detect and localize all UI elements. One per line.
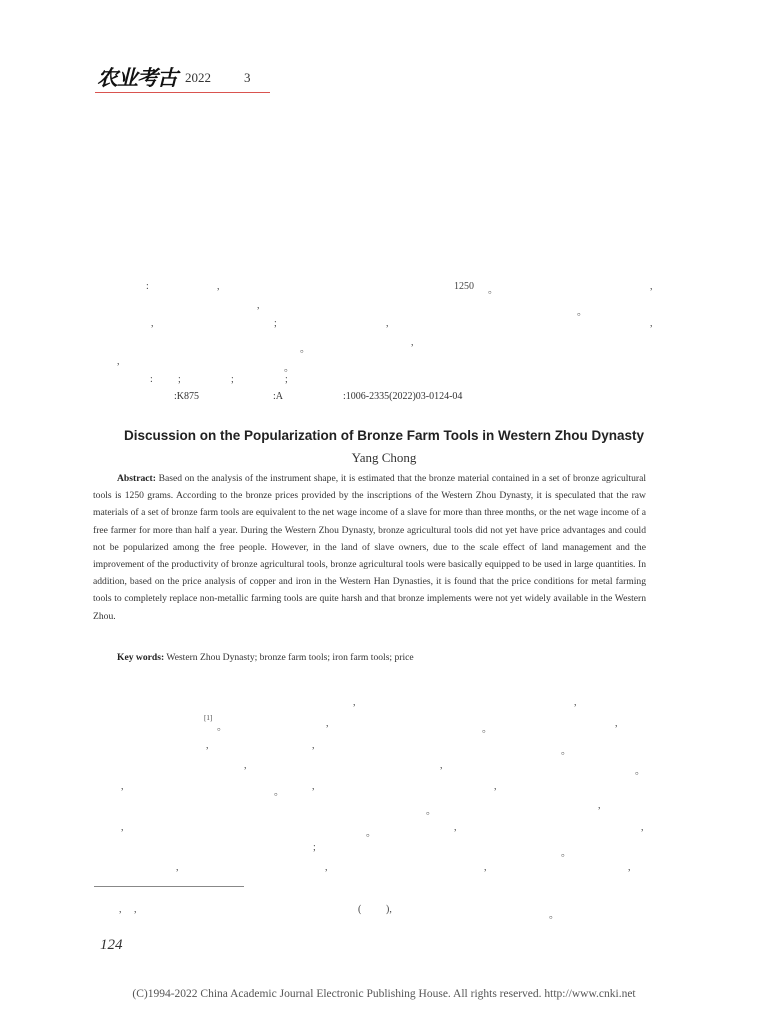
abstract-cn-mark: : [146, 281, 149, 292]
body-mark: 。 [561, 848, 571, 859]
footnote-rule [94, 886, 244, 887]
abstract-cn-mark: , [650, 318, 653, 329]
body-mark: , [641, 822, 644, 833]
document-code: :A [273, 391, 283, 402]
body-mark: 。 [366, 828, 376, 839]
copyright-footer: (C)1994-2022 China Academic Journal Electronic Publishing House. All rights reserved. http://www.cnki.net [132, 988, 636, 1000]
keywords-label: Key words: [117, 652, 165, 663]
body-mark: , [206, 740, 209, 751]
body-mark: , [244, 760, 247, 771]
abstract-cn-mark: 。 [488, 285, 498, 296]
body-mark: , [353, 697, 356, 708]
abstract-cn-mark: , [650, 281, 653, 292]
abstract-cn-mark: 。 [284, 363, 294, 374]
body-mark: , [574, 697, 577, 708]
body-mark: , [176, 862, 179, 873]
abstract-en [93, 470, 646, 625]
keywords-cn-mark: ; [231, 374, 234, 385]
body-mark: 。 [217, 722, 227, 733]
footnote-mark: 。 [549, 910, 559, 921]
footnote-mark: ), [386, 904, 392, 915]
body-mark: 。 [482, 724, 492, 735]
journal-issue: 3 [244, 70, 251, 85]
clc-number: :K875 [174, 391, 199, 402]
page-number: 124 [100, 937, 123, 953]
article-id: :1006-2335(2022)03-0124-04 [343, 391, 463, 402]
keywords-cn-mark: ; [178, 374, 181, 385]
header-rule [95, 92, 270, 93]
journal-year: 2022 [185, 70, 211, 85]
keywords-cn-mark: ; [285, 374, 288, 385]
body-mark: , [454, 822, 457, 833]
body-mark: , [628, 862, 631, 873]
keywords-en [117, 652, 414, 663]
body-mark: , [440, 760, 443, 771]
article-title-en: Discussion on the Popularization of Bronze Farm Tools in Western Zhou Dynasty [123, 428, 645, 443]
body-mark: , [326, 718, 329, 729]
journal-logo: 农业考古 [97, 65, 177, 90]
abstract-text: Based on the analysis of the instrument shape, it is estimated that the bronze material contained in a set of bronze agricultural tools is 1250 grams. According to the bronze prices provided by the inscriptions of the Western Zhou Dynasty, it is speculated that the raw materials of a set of bronze farm tools are equivalent to the net wage income of a slave for more than three months, or the net wage income of a free farmer for more than half a year. During the Western Zhou Dynasty, bronze agricultural tools did not yet have price advantages and could not be popularized among the free people. However, in the land of slave owners, due to the scale effect of land management and the improvement of the productivity of bronze agricultural tools, bronze agricultural tools were basically equipped to be used in large quantities. In addition, based on the price analysis of copper and iron in the Western Han Dynasties, it is found that the price conditions for metal farming tools to completely replace non-metallic farming tools are quite harsh and that bronze implements were not yet widely available in the Western Zhou. [93, 473, 646, 622]
abstract-cn-mark: 。 [300, 344, 310, 355]
author-en: Yang Chong [351, 450, 417, 465]
abstract-cn-mark: , [217, 281, 220, 292]
body-mark: ; [313, 842, 316, 853]
footnote-mark: , [119, 904, 122, 915]
abstract-cn-mark: 。 [577, 307, 587, 318]
body-mark: , [121, 781, 124, 792]
body-mark: , [615, 718, 618, 729]
body-mark: , [121, 822, 124, 833]
body-mark: 。 [635, 766, 645, 777]
body-mark: 。 [561, 746, 571, 757]
body-mark: , [312, 740, 315, 751]
body-mark: , [598, 800, 601, 811]
abstract-cn-mark: , [151, 318, 154, 329]
abstract-label: Abstract: [117, 473, 156, 484]
citation-ref: [1] [204, 714, 213, 722]
body-mark: , [484, 862, 487, 873]
body-mark: 。 [426, 806, 436, 817]
body-mark: 。 [274, 787, 284, 798]
abstract-cn-mark: ; [274, 318, 277, 329]
footnote-mark: , [134, 904, 137, 915]
abstract-cn-mark: , [411, 337, 414, 348]
abstract-cn-mark: , [117, 356, 120, 367]
abstract-cn-mark: , [386, 318, 389, 329]
body-mark: , [312, 781, 315, 792]
keywords-text: Western Zhou Dynasty; bronze farm tools; iron farm tools; price [166, 652, 414, 663]
abstract-cn-mark: , [257, 300, 260, 311]
footnote-mark: ( [358, 904, 362, 915]
journal-header [95, 56, 270, 96]
body-mark: , [494, 781, 497, 792]
body-mark: , [325, 862, 328, 873]
abstract-cn-mark: 1250 [454, 281, 474, 292]
keywords-cn-mark: : [150, 374, 153, 385]
